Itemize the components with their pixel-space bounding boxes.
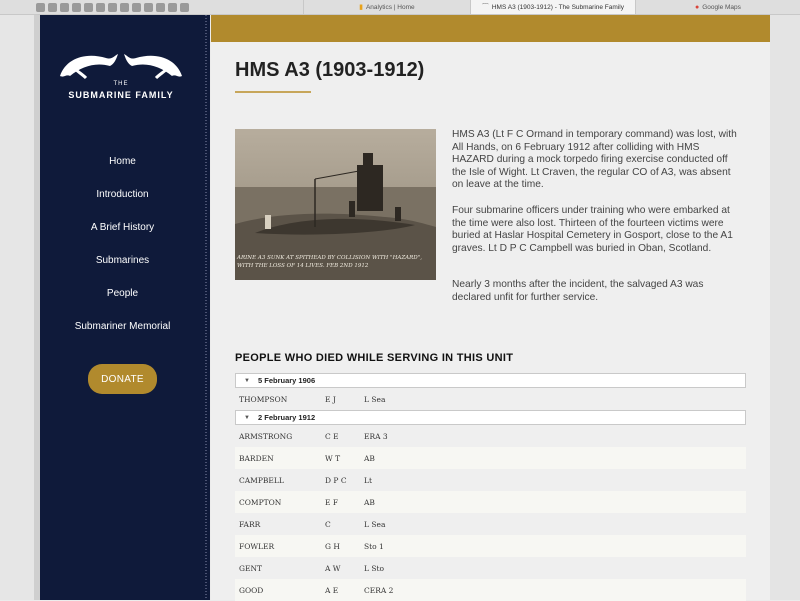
nav-submarines[interactable]: Submarines — [95, 255, 150, 266]
person-name: GOOD — [239, 585, 264, 595]
date-label: 5 February 1906 — [258, 376, 316, 385]
tab-label: HMS A3 (1903-1912) - The Submarine Family — [491, 3, 624, 11]
sidebar-divider — [205, 15, 207, 600]
person-rank: L Sea — [364, 394, 386, 404]
bookmarks-bar — [0, 3, 303, 12]
site-logo[interactable] — [56, 48, 186, 104]
caret-down-icon: ▼ — [244, 377, 250, 384]
person-name: THOMPSON — [239, 394, 288, 404]
table-row[interactable] — [235, 513, 746, 535]
date-group-header[interactable] — [235, 410, 746, 425]
table-row[interactable] — [235, 491, 746, 513]
wikipedia-icon[interactable] — [48, 3, 57, 12]
google-icon[interactable] — [144, 3, 153, 12]
dropbox-icon[interactable] — [84, 3, 93, 12]
desktop-left-strip — [0, 15, 40, 600]
browser-tab-bar — [0, 0, 800, 15]
facebook-icon[interactable] — [108, 3, 117, 12]
person-name: FOWLER — [239, 541, 275, 551]
donate-button[interactable]: DONATE — [88, 364, 157, 394]
desktop-right-strip — [770, 15, 800, 600]
tab-google-maps[interactable] — [635, 0, 800, 14]
person-rank: L Sea — [364, 519, 386, 529]
table-row[interactable] — [235, 388, 746, 410]
person-initials: A E — [325, 585, 339, 595]
nav-home[interactable]: Home — [109, 156, 136, 167]
person-name: GENT — [239, 563, 263, 573]
header-bar — [211, 15, 770, 42]
logo-name: SUBMARINE FAMILY — [68, 90, 174, 100]
person-name: COMPTON — [239, 497, 282, 507]
person-rank: L Sto — [364, 563, 385, 573]
submarine-photo — [235, 129, 436, 280]
caret-down-icon: ▼ — [244, 414, 250, 421]
vk-icon[interactable] — [132, 3, 141, 12]
table-row[interactable] — [235, 447, 746, 469]
nav-people[interactable]: People — [106, 288, 139, 299]
map-pin-icon: ● — [695, 3, 700, 11]
person-initials: W T — [325, 453, 341, 463]
person-initials: C E — [325, 431, 339, 441]
nav-submariner-memorial[interactable]: Submariner Memorial — [74, 321, 171, 332]
dolphins-logo-icon — [56, 48, 186, 82]
person-rank: AB — [364, 497, 375, 507]
person-initials: D P C — [325, 475, 347, 485]
title-underline — [235, 91, 311, 93]
paragraph-2: Four submarine officers under training who were embarked at the time were also lost. Thirteen of the fourteen victims were buried at Haslar Hospital Cemetery in Gosport, close to the A1 graves. Lt D P C Campbell was buried in Oban, Scotland. — [452, 205, 733, 254]
table-row[interactable] — [235, 579, 746, 601]
person-name: CAMPBELL — [239, 475, 284, 485]
person-rank: AB — [364, 453, 375, 463]
table-row[interactable] — [235, 469, 746, 491]
person-rank: Sto 1 — [364, 541, 384, 551]
tab-label: Google Maps — [702, 3, 741, 11]
analytics-icon: ▮ — [359, 4, 363, 11]
person-initials: E J — [325, 394, 336, 404]
person-name: FARR — [239, 519, 261, 529]
person-rank: CERA 2 — [364, 585, 394, 595]
t-icon[interactable] — [120, 3, 129, 12]
tab-submarine-family[interactable] — [470, 0, 635, 14]
logo-the: THE — [113, 81, 129, 87]
person-name: ARMSTRONG — [239, 431, 293, 441]
date-label: 2 February 1912 — [258, 413, 316, 422]
person-rank: ERA 3 — [364, 431, 388, 441]
person-initials: E F — [325, 497, 339, 507]
paragraph-3: Nearly 3 months after the incident, the salvaged A3 was declared unfit for further service. — [452, 279, 704, 303]
photo-caption: ARINE A3 SUNK AT SPITHEAD BY COLLISION WITH "HAZARD", WITH THE LOSS OF 14 LIVES. FEB 2ND 1912 — [237, 255, 422, 269]
tab-label: Analytics | Home — [365, 3, 415, 11]
paragraph-1: HMS A3 (Lt F C Ormand in temporary command) was lost, with All Hands, on 6 February 1912 after colliding with HMS HAZARD during a mock torpedo firing exercise conducted off the Isle of Wight. Lt Craven, the regular CO of A3, was absent on leave at the time. — [452, 129, 737, 191]
nav-brief-history[interactable]: A Brief History — [90, 222, 155, 233]
person-name: BARDEN — [239, 453, 274, 463]
edge-icon[interactable] — [168, 3, 177, 12]
table-row[interactable] — [235, 425, 746, 447]
section-title: PEOPLE WHO DIED WHILE SERVING IN THIS UNIT — [235, 352, 514, 364]
main-nav — [40, 145, 205, 343]
page-title: HMS A3 (1903-1912) — [235, 59, 425, 81]
shield-icon[interactable] — [156, 3, 165, 12]
table-row[interactable] — [235, 557, 746, 579]
main-content — [211, 15, 770, 600]
c-icon[interactable] — [60, 3, 69, 12]
date-group-header[interactable] — [235, 373, 746, 388]
submarine-icon: ⌒ — [481, 4, 489, 11]
tab-analytics[interactable] — [303, 0, 470, 14]
amazon-icon[interactable] — [72, 3, 81, 12]
nav-introduction[interactable]: Introduction — [96, 189, 149, 200]
people-table — [235, 373, 746, 601]
drive-icon[interactable] — [180, 3, 189, 12]
person-initials: A W — [325, 563, 341, 573]
person-rank: Lt — [364, 475, 372, 485]
table-row[interactable] — [235, 535, 746, 557]
sidebar — [40, 15, 210, 600]
bookmark-icon[interactable] — [36, 3, 45, 12]
cloud-icon[interactable] — [96, 3, 105, 12]
person-initials: G H — [325, 541, 340, 551]
person-initials: C — [325, 519, 331, 529]
